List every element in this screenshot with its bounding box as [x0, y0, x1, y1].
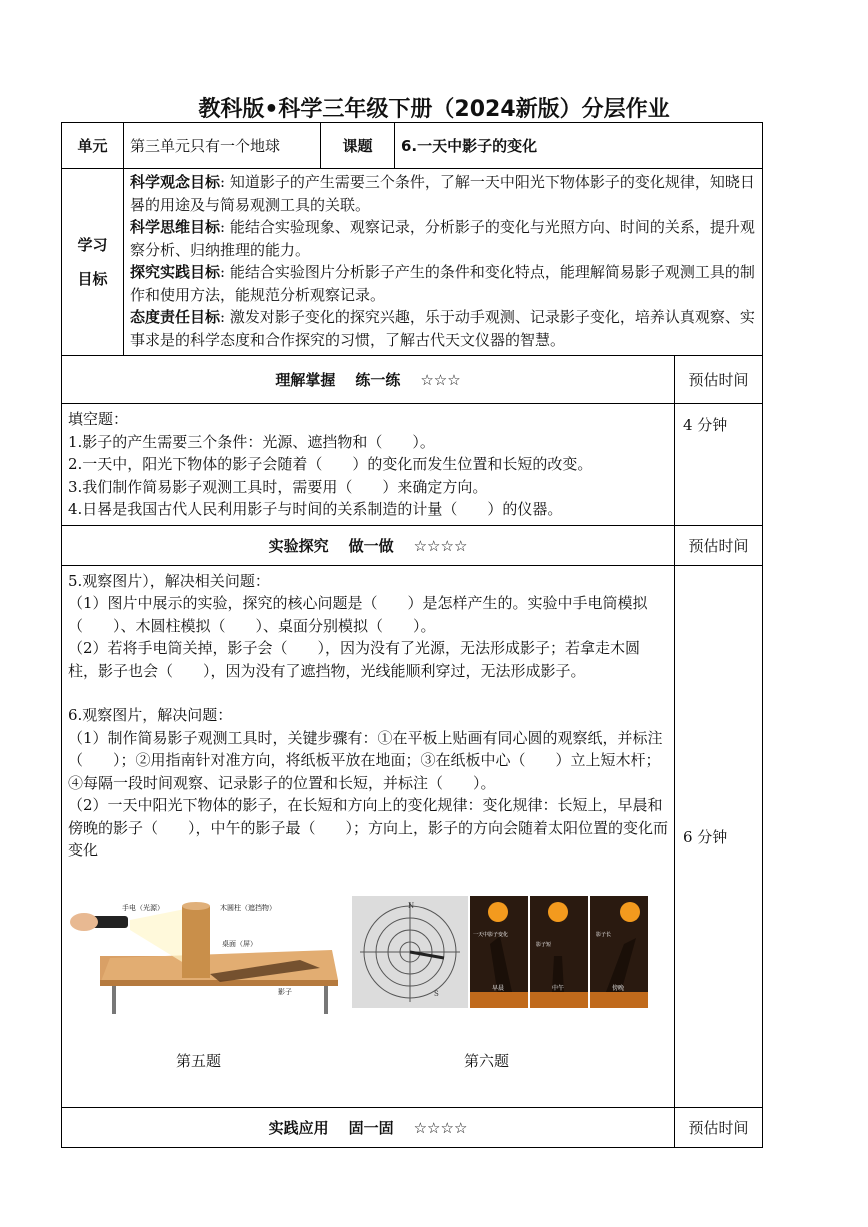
header-row — [62, 123, 763, 169]
table-leg — [324, 986, 328, 1014]
section2-time-header: 预估时间 — [675, 525, 763, 565]
q6-line: （2）一天中阳光下物体的影子，在长短和方向上的变化规律：变化规律：长短上，早晨和傍晚的影子（ ），中午的影子最（ ）；方向上，影子的方向会随着太阳位置的变化而变化 — [68, 796, 669, 859]
section2-title: 实验探究 做一做 ☆☆☆☆ — [62, 525, 675, 565]
section1-body — [62, 404, 763, 526]
goals-label-line2: 目标 — [77, 270, 108, 288]
label-flashlight: 手电（光源） — [122, 903, 164, 912]
q6-line: 6.观察图片，解决问题： — [68, 706, 233, 724]
section3-title: 实践应用 固一固 ☆☆☆☆ — [62, 1107, 675, 1147]
page-title: 教科版•科学三年级下册（2024新版）分层作业 — [198, 97, 670, 122]
svg-text:S: S — [434, 989, 439, 998]
experiment-questions — [62, 565, 675, 1107]
unit-label: 单元 — [62, 123, 124, 169]
section1-time-header: 预估时间 — [675, 356, 763, 404]
section1-time: 4 分钟 — [675, 404, 763, 526]
svg-text:影子长: 影子长 — [596, 931, 612, 938]
goal-item: 探究实践目标: 能结合实验图片分析影子产生的条件和变化特点，能理解简易影子观测工具的制作和使用方法，能规范分析观察记录。 — [130, 263, 755, 304]
q5-line: （1）图片中展示的实验，探究的核心问题是（ ）是怎样产生的。实验中手电筒模拟（ ）、木圆柱模拟（ ）、桌面分别模拟（ ）。 — [68, 594, 648, 635]
svg-text:早晨: 早晨 — [492, 984, 505, 992]
figures-area — [68, 876, 668, 1076]
lesson-value: 6.一天中影子的变化 — [395, 123, 763, 169]
hand — [70, 913, 98, 931]
worksheet-table — [61, 122, 763, 1148]
q6-line: （1）制作简易影子观测工具时，关键步骤有：①在平板上贴画有同心圆的观察纸，并标注（ ）；②用指南针对准方向，将纸板平放在地面；③在纸板中心（ ）立上短木杆；④每隔一段时间观察、记录影子的位置和长短，并标注（ ）。 — [68, 728, 663, 792]
q5-line: 5.观察图片），解决相关问题： — [68, 571, 270, 590]
table-leg — [112, 986, 116, 1014]
goals-label — [62, 169, 124, 356]
section2-body — [62, 565, 763, 1107]
cylinder-top — [182, 902, 210, 910]
q5-line: （2）若将手电筒关掉，影子会（ ），因为没有了光源，无法形成影子；若拿走木圆柱，影子也会（ ），因为没有了遮挡物，光线能顺利穿过，无法形成影子。 — [68, 639, 641, 680]
svg-text:N: N — [408, 901, 415, 910]
unit-value: 第三单元只有一个地球 — [124, 123, 321, 169]
figure-5-shadow-experiment — [70, 898, 338, 1018]
lesson-label: 课题 — [321, 123, 395, 169]
section2-header — [62, 525, 763, 565]
goal-item: 科学观念目标: 知道影子的产生需要三个条件，了解一天中阳光下物体影子的变化规律，知晓日晷的用途及与简易观测工具的关联。 — [130, 173, 755, 214]
goal-item: 态度责任目标: 激发对影子变化的探究兴趣，乐于动手观测、记录影子变化，培养认真观察、实事求是的科学态度和合作探究的习惯，了解古代天文仪器的智慧。 — [130, 308, 755, 349]
goal-item: 科学思维目标: 能结合实验现象、观察记录，分析影子的变化与光照方向、时间的关系，提升观察分析、归纳推理的能力。 — [130, 218, 755, 259]
svg-text:傍晚: 傍晚 — [612, 984, 625, 992]
label-table: 桌面（屏） — [222, 939, 257, 948]
svg-text:一天中影子变化: 一天中影子变化 — [473, 931, 509, 938]
sun-panel-noon — [530, 896, 588, 1008]
section1-header — [62, 356, 763, 404]
figure-5-caption: 第五题 — [176, 1051, 222, 1070]
section1-title: 理解掌握 练一练 ☆☆☆ — [62, 356, 675, 404]
label-shadow: 影子 — [278, 987, 292, 996]
sun-panel-evening — [590, 896, 648, 1008]
section3-header — [62, 1107, 763, 1147]
section3-time-header: 预估时间 — [675, 1107, 763, 1147]
goals-row — [62, 169, 763, 356]
figure-6-caption: 第六题 — [464, 1051, 510, 1070]
svg-text:中午: 中午 — [552, 984, 565, 992]
wood-cylinder — [182, 906, 210, 978]
figure-6-shadow-observation — [352, 896, 648, 1008]
fill-blank-questions: 填空题： 1.影子的产生需要三个条件：光源、遮挡物和（ ）。 2.一天中，阳光下物体的影子会随着（ ）的变化而发生位置和长短的改变。 3.我们制作简易影子观测工具时，需要用（ ）来确定方向。 4.日晷是我国古代人民利用影子与时间的关系制造的计量（ ）的仪器。 — [62, 404, 675, 526]
sun-panel-morning — [470, 896, 528, 1008]
label-cylinder: 木圆柱（遮挡物） — [220, 903, 276, 912]
section2-time: 6 分钟 — [675, 565, 763, 1107]
svg-text:影子短: 影子短 — [536, 941, 552, 948]
goals-label-line1: 学习 — [77, 236, 108, 254]
goals-content — [124, 169, 763, 356]
